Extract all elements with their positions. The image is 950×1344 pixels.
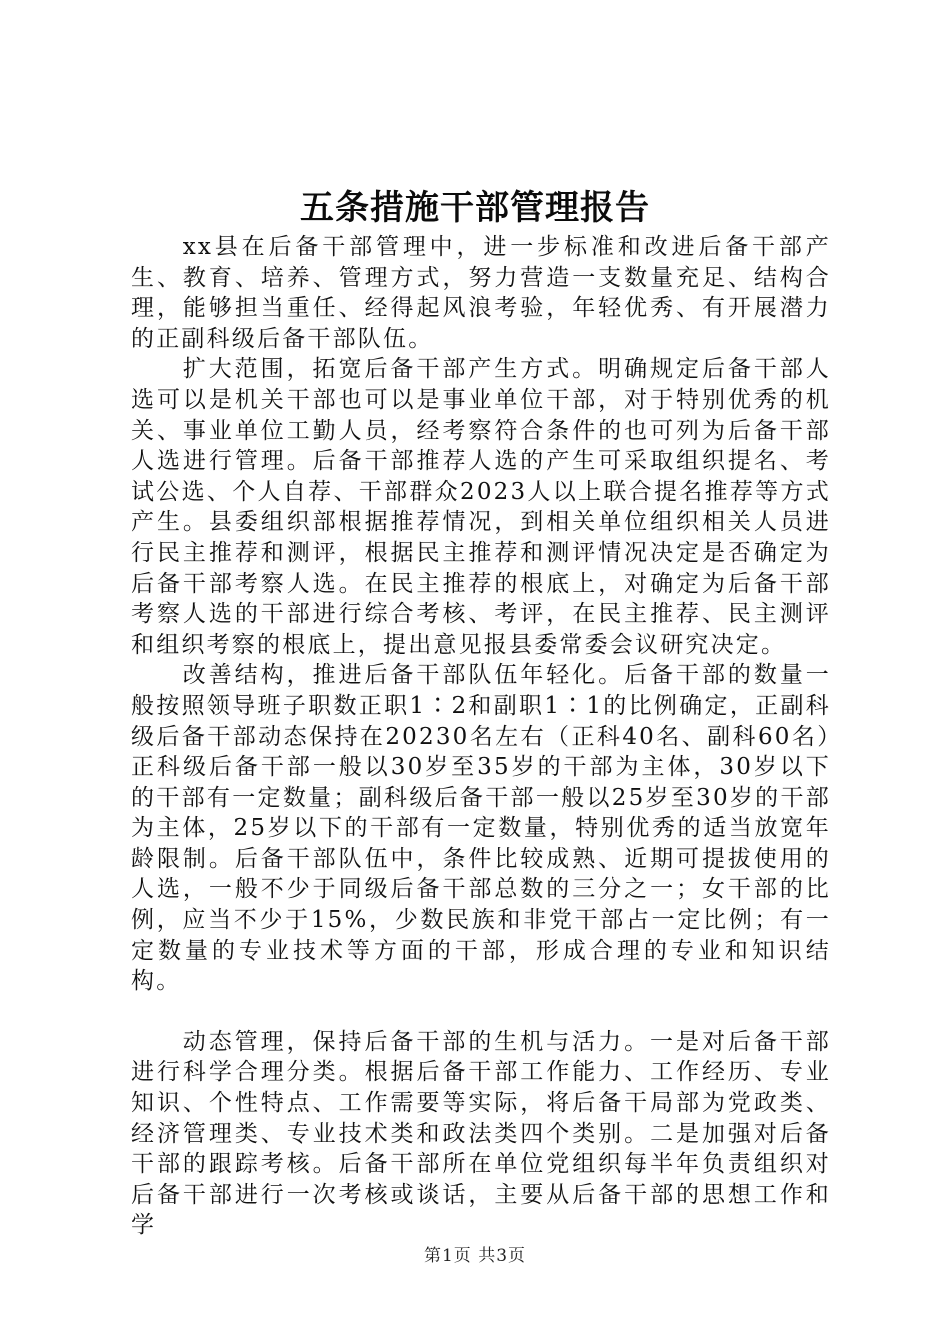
paragraph-intro: xx县在后备干部管理中，进一步标准和改进后备干部产生、教育、培养、管理方式，努力营造一支数量充足、结构合理，能够担当重任、经得起风浪考验，年轻优秀、有开展潜力的正副科级后备干部队伍。 [131, 234, 831, 352]
document-title: 五条措施干部管理报告 [300, 188, 650, 228]
page-footer: 第1页 共3页 [423, 1246, 527, 1266]
paragraph-improve-structure: 改善结构，推进后备干部队伍年轻化。后备干部的数量一般按照领导班子职数正职1∶2和副职1∶1的比例确定，正副科级后备干部动态保持在20230名左右（正科40名、副科60名）正科级后备干部一般以30岁至35岁的干部为主体，30岁以下的干部有一定数量；副科级后备干部一般以25岁至30岁的干部为主体，25岁以下的干部有一定数量，特别优秀的适当放宽年龄限制。后备干部队伍中，条件比较成熟、近期可提拔使用的人选，一般不少于同级后备干部总数的三分之一；女干部的比例，应当不少于15%，少数民族和非党干部占一定比例；有一定数量的专业技术等方面的干部，形成合理的专业和知识结构。 [131, 662, 831, 995]
paragraph-expand-scope: 扩大范围，拓宽后备干部产生方式。明确规定后备干部人选可以是机关干部也可以是事业单位干部，对于特别优秀的机关、事业单位工勤人员，经考察符合条件的也可列为后备干部人选进行管理。后备干部推荐人选的产生可采取组织提名、考试公选、个人自荐、干部群众2023人以上联合提名推荐等方式产生。县委组织部根据推荐情况，到相关单位组织相关人员进行民主推荐和测评，根据民主推荐和测评情况决定是否确定为后备干部考察人选。在民主推荐的根底上，对确定为后备干部考察人选的干部进行综合考核、考评，在民主推荐、民主测评和组织考察的根底上，提出意见报县委常委会议研究决定。 [131, 356, 831, 658]
paragraph-dynamic-management: 动态管理，保持后备干部的生机与活力。一是对后备干部进行科学合理分类。根据后备干部工作能力、工作经历、专业知识、个性特点、工作需要等实际，将后备干局部为党政类、经济管理类、专业技术类和政法类四个类别。二是加强对后备干部的跟踪考核。后备干部所在单位党组织每半年负责组织对后备干部进行一次考核或谈话，主要从后备干部的思想工作和学 [131, 1028, 831, 1239]
document-body [131, 232, 831, 1241]
